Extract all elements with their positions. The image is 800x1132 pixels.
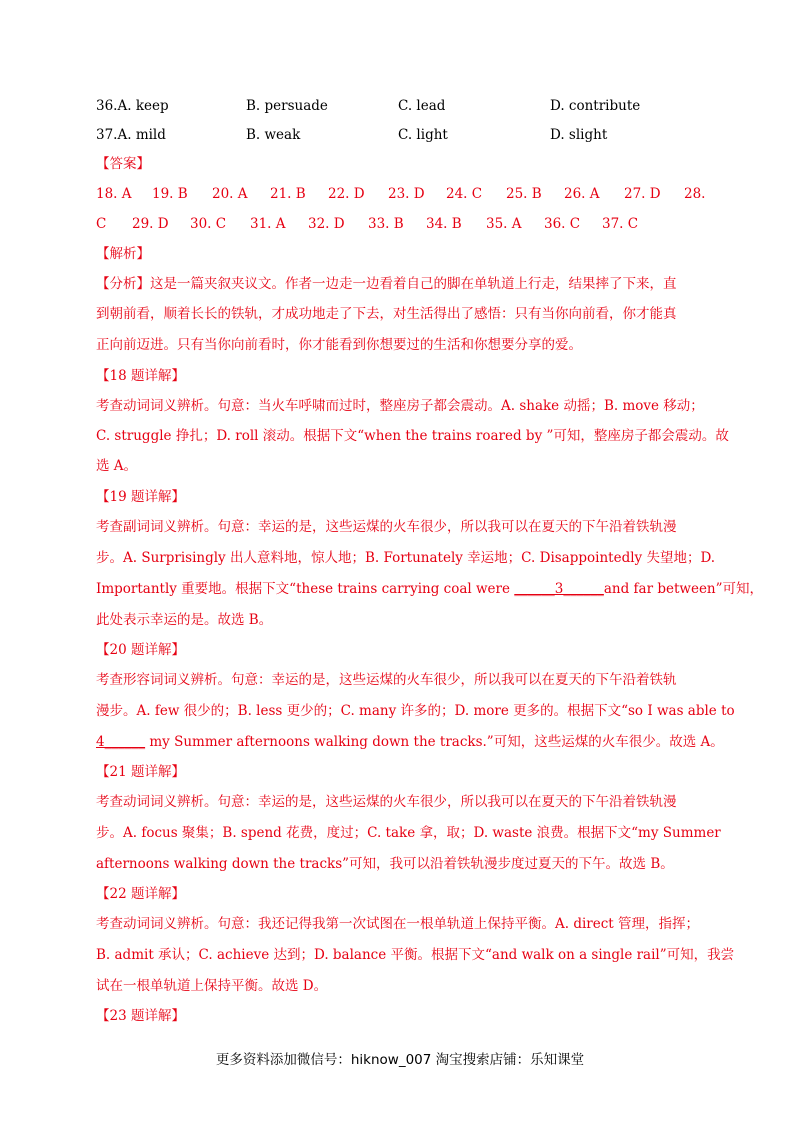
answer-item: 22. D <box>328 186 365 202</box>
q19-line <box>96 579 764 599</box>
q37-option-c: C. light <box>398 127 448 143</box>
q18-heading: 【18 题详解】 <box>96 368 185 384</box>
q36-option-c: C. lead <box>398 98 446 114</box>
q19-line: 此处表示幸运的是。故选 B。 <box>96 612 273 628</box>
answer-item: 27. D <box>624 186 661 202</box>
q20-line <box>96 732 724 752</box>
answer-item: 21. B <box>270 186 306 202</box>
analysis-line: 到朝前看，顺着长长的铁轨，才成功地走了下去，对生活得出了感悟：只有当你向前看，你才能真 <box>96 306 677 322</box>
answer-item: 28. <box>684 186 706 202</box>
analysis-line: 正向前迈进。只有当你向前看时，你才能看到你想要过的生活和你想要分享的爱。 <box>96 337 582 353</box>
q19-line3-text: Importantly 重要地。根据下文“these trains carrying coal were <box>96 581 515 597</box>
q18-line: 考查动词词义辨析。句意：当火车呼啸而过时，整座房子都会震动。A. shake 动摇；B. move 移动； <box>96 398 704 414</box>
q19-line: 步。A. Surprisingly 出人意料地，惊人地；B. Fortunately 幸运地；C. Disappointedly 失望地；D. <box>96 550 716 566</box>
q36-option-d: D. contribute <box>550 98 641 114</box>
q22-line: B. admit 承认；C. achieve 达到；D. balance 平衡。根据下文“and walk on a single rail”可知，我尝 <box>96 947 735 963</box>
q21-line: afternoons walking down the tracks”可知，我可以沿着铁轨漫步度过夏天的下午。故选 B。 <box>96 856 674 872</box>
q20-heading: 【20 题详解】 <box>96 642 185 658</box>
answer-item: 33. B <box>368 216 404 232</box>
q37-option-b: B. weak <box>246 127 301 143</box>
answer-item: 20. A <box>212 186 248 202</box>
q19-line: 考查副词词义辨析。句意：幸运的是，这些运煤的火车很少，所以我可以在夏天的下午沿着铁轨漫 <box>96 519 677 535</box>
answer-heading: 【答案】 <box>96 156 150 172</box>
answer-item: 35. A <box>486 216 522 232</box>
answer-item: 32. D <box>308 216 345 232</box>
answer-item: 34. B <box>426 216 462 232</box>
q36-option-b: B. persuade <box>246 98 328 114</box>
answer-item: C <box>96 216 107 232</box>
q20-blank: 4______ <box>96 734 146 750</box>
answer-item: 31. A <box>250 216 286 232</box>
q21-line: 步。A. focus 聚集；B. spend 花费，度过；C. take 拿，取；D. waste 浪费。根据下文“my Summer <box>96 825 721 841</box>
q19-line3-tail: and far between”可知， <box>603 581 764 597</box>
q37-option-d: D. slight <box>550 127 608 143</box>
answer-item: 18. A <box>96 186 132 202</box>
answer-item: 29. D <box>132 216 169 232</box>
q22-heading: 【22 题详解】 <box>96 886 185 902</box>
answer-item: 26. A <box>564 186 600 202</box>
q18-line: 选 A。 <box>96 458 138 474</box>
q20-line: 考查形容词词义辨析。句意：幸运的是，这些运煤的火车很少，所以我可以在夏天的下午沿着铁轨 <box>96 672 677 688</box>
answer-item: 36. C <box>544 216 581 232</box>
answer-item: 25. B <box>506 186 542 202</box>
answer-item: 30. C <box>190 216 227 232</box>
q22-line: 考查动词词义辨析。句意：我还记得我第一次试图在一根单轨道上保持平衡。A. direct 管理，指挥； <box>96 916 700 932</box>
q21-line: 考查动词词义辨析。句意：幸运的是，这些运煤的火车很少，所以我可以在夏天的下午沿着铁轨漫 <box>96 794 677 810</box>
q18-line: C. struggle 挣扎；D. roll 滚动。根据下文“when the trains roared by ”可知，整座房子都会震动。故 <box>96 428 729 444</box>
q37-option-a: 37.A. mild <box>96 127 166 143</box>
q20-line: 漫步。A. few 很少的；B. less 更少的；C. many 许多的；D. more 更多的。根据下文“so I was able to <box>96 703 735 719</box>
q19-heading: 【19 题详解】 <box>96 489 185 505</box>
q36-option-a: 36.A. keep <box>96 98 169 114</box>
q20-line3-tail: my Summer afternoons walking down the tracks.”可知，这些运煤的火车很少。故选 A。 <box>145 734 724 750</box>
q21-heading: 【21 题详解】 <box>96 764 185 780</box>
q19-blank: ______3______ <box>514 581 604 597</box>
answer-item: 23. D <box>388 186 425 202</box>
answer-item: 24. C <box>446 186 483 202</box>
answer-item: 37. C <box>602 216 639 232</box>
q23-heading: 【23 题详解】 <box>96 1008 185 1024</box>
q22-line: 试在一根单轨道上保持平衡。故选 D。 <box>96 978 328 994</box>
answer-item: 19. B <box>152 186 188 202</box>
analysis-line: 【分析】这是一篇夹叙夹议文。作者一边走一边看着自己的脚在单轨道上行走，结果摔了下来，直 <box>96 276 677 292</box>
page-footer: 更多资料添加微信号：hiknow_007 淘宝搜索店铺：乐知课堂 <box>215 1052 585 1068</box>
analysis-heading: 【解析】 <box>96 246 150 262</box>
